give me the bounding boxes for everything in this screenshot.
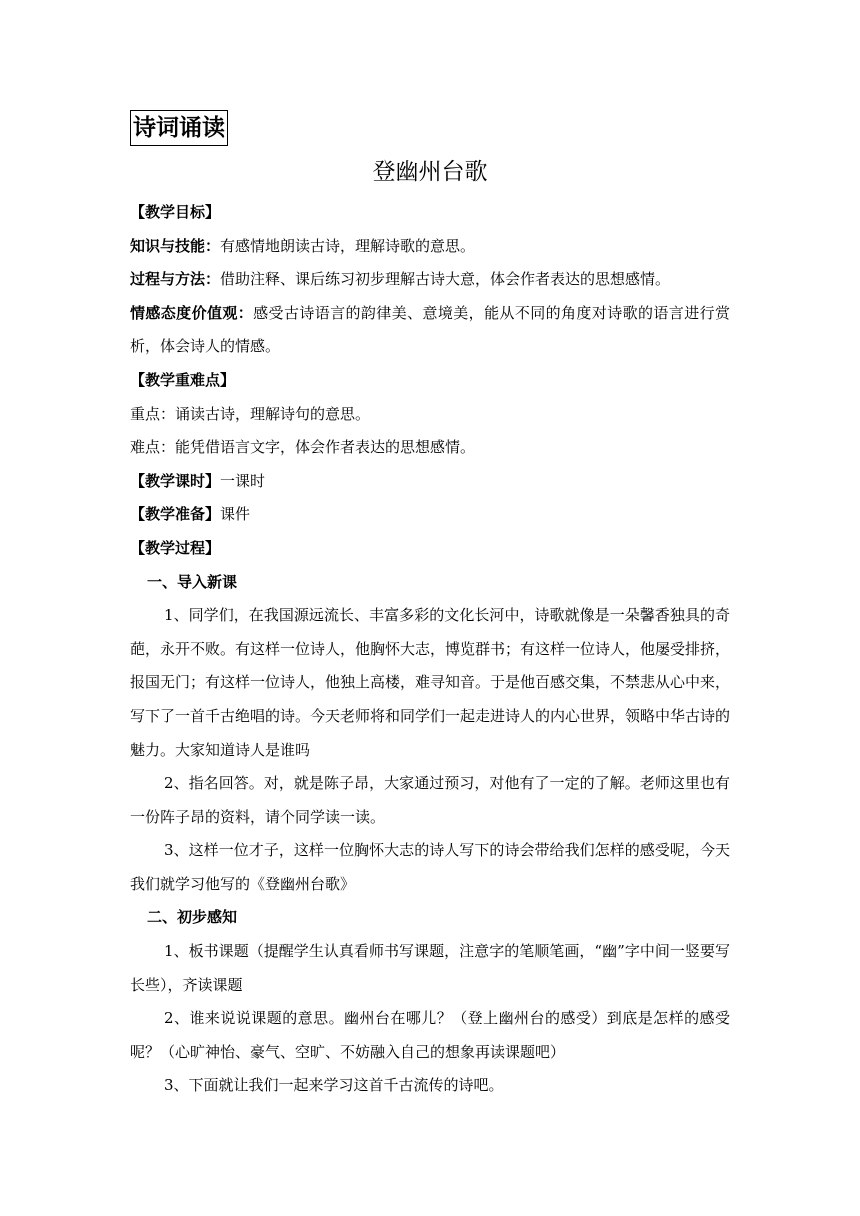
paragraph: 3、下面就让我们一起来学习这首千古流传的诗吧。 (164, 1076, 504, 1095)
preparation-value: 课件 (220, 505, 251, 524)
paragraph: 3、这样一位才子，这样一位胸怀大志的诗人写下的诗会带给我们怎样的感受呢，今天我们就学习他写的《登幽州台歌》 (130, 841, 730, 893)
key-point-difficulty: 难点：能凭借语言文字，体会作者表达的思想感情。 (130, 438, 476, 457)
objective-text: 感受古诗语言的韵律美、意境美，能从不同的角度对诗歌的语言进行赏析，体会诗人的情感。 (130, 303, 730, 356)
objective-text: 有感情地朗读古诗，理解诗歌的意思。 (220, 236, 476, 255)
objective-knowledge (130, 230, 730, 264)
objectives-heading: 【教学目标】 (130, 203, 221, 221)
objective-label: 情感态度价值观： (130, 303, 254, 322)
objective-label: 过程与方法： (130, 270, 221, 289)
preparation-label: 【教学准备】 (130, 505, 221, 524)
page-title: 登幽州台歌 (372, 159, 488, 185)
paragraph: 1、板书课题（提醒学生认真看师书写课题，注意字的笔顺笔画，“幽”字中间一竖要写长些），齐读课题 (130, 942, 730, 994)
paragraph: 2、谁来说说课题的意思。幽州台在哪儿？（登上幽州台的感受）到底是怎样的感受呢？（心旷神怡、豪气、空旷、不妨融入自己的想象再读课题吧） (130, 1009, 730, 1061)
class-hours (130, 465, 730, 499)
objective-label: 知识与技能： (130, 236, 221, 255)
lesson-plan-body (130, 196, 730, 1103)
preparation (130, 498, 730, 532)
class-hours-value: 一课时 (220, 471, 266, 490)
process-heading: 【教学过程】 (130, 538, 221, 557)
section-tag: 诗词诵读 (130, 110, 228, 146)
objective-process (130, 263, 730, 297)
objective-emotion (130, 297, 730, 364)
section-heading-perception: 二、初步感知 (147, 908, 238, 927)
key-points-heading: 【教学重难点】 (130, 370, 236, 389)
paragraph: 2、指名回答。对，就是陈子昂，大家通过预习，对他有了一定的了解。老师这里也有一份阵子昂的资料，请个同学读一读。 (130, 774, 730, 826)
class-hours-label: 【教学课时】 (130, 471, 221, 490)
objective-text: 借助注释、课后练习初步理解古诗大意，体会作者表达的思想感情。 (220, 270, 671, 289)
key-point-focus: 重点：诵读古诗，理解诗句的意思。 (130, 404, 371, 423)
paragraph: 1、同学们，在我国源远流长、丰富多彩的文化长河中，诗歌就像是一朵馨香独具的奇葩，永开不败。有这样一位诗人，他胸怀大志，博览群书；有这样一位诗人，他屡受排挤，报国无门；有这样一位诗人，他独上高楼，难寻知音。于是他百感交集，不禁悲从心中来，写下了一首千古绝唱的诗。今天老师将和同学们一起走进诗人的内心世界，领略中华古诗的魅力。大家知道诗人是谁吗 (130, 606, 731, 759)
section-heading-intro: 一、导入新课 (147, 572, 238, 591)
